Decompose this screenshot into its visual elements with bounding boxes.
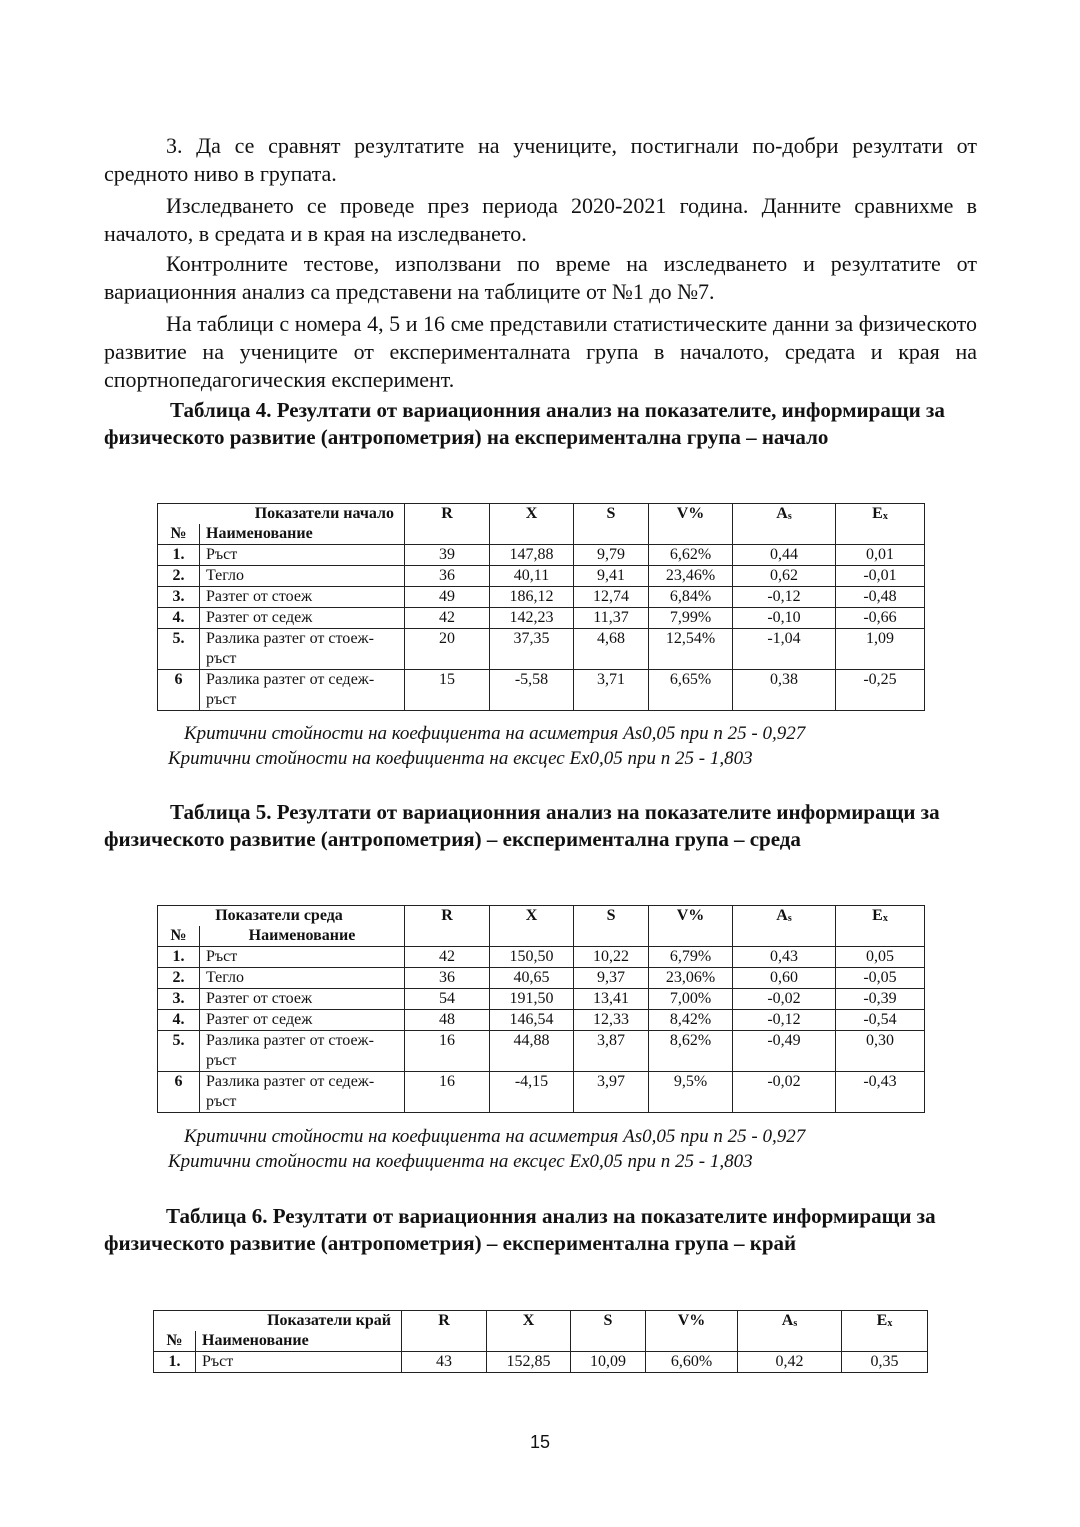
col-v: V% bbox=[649, 906, 733, 947]
col-s: S bbox=[574, 504, 649, 545]
cell-v: 7,00% bbox=[649, 989, 733, 1010]
table-row bbox=[158, 545, 925, 566]
col-v: V% bbox=[646, 1311, 738, 1352]
cell-s: 12,74 bbox=[574, 587, 649, 608]
cell-s: 13,41 bbox=[574, 989, 649, 1010]
col-name: Наименование bbox=[200, 926, 405, 947]
cell-as: -0,49 bbox=[733, 1031, 836, 1072]
col-no: № bbox=[154, 1331, 196, 1352]
table6-caption: Таблица 6. Резултати от вариационния анализ на показателите информиращи за физическото развитие (антропометрия) – експериментална група – край bbox=[104, 1204, 936, 1255]
cell-v: 8,42% bbox=[649, 1010, 733, 1031]
row-number: 6 bbox=[158, 670, 200, 711]
cell-ex: 0,05 bbox=[836, 947, 925, 968]
table-row bbox=[158, 1010, 925, 1031]
page-number: 15 bbox=[529, 1432, 551, 1452]
cell-as: -0,12 bbox=[733, 587, 836, 608]
col-as: $A_s$ bbox=[738, 1311, 842, 1352]
cell-r: 54 bbox=[405, 989, 490, 1010]
row-number: 5. bbox=[158, 1031, 200, 1072]
cell-x: 150,50 bbox=[490, 947, 574, 968]
table-row bbox=[158, 947, 925, 968]
indicator-name: Разлика разтег от стоеж-ръст bbox=[200, 1031, 405, 1072]
cell-r: 42 bbox=[405, 608, 490, 629]
cell-v: 7,99% bbox=[649, 608, 733, 629]
col-ex: $E_x$ bbox=[836, 906, 925, 947]
row-number: 1. bbox=[154, 1352, 196, 1373]
cell-s: 11,37 bbox=[574, 608, 649, 629]
cell-v: 8,62% bbox=[649, 1031, 733, 1072]
cell-v: 6,65% bbox=[649, 670, 733, 711]
cell-as: 0,62 bbox=[733, 566, 836, 587]
indicator-name: Разтег от стоеж bbox=[200, 587, 405, 608]
cell-s: 10,22 bbox=[574, 947, 649, 968]
cell-ex: -0,01 bbox=[836, 566, 925, 587]
cell-as: -0,02 bbox=[733, 989, 836, 1010]
cell-x: 40,11 bbox=[490, 566, 574, 587]
cell-v: 23,46% bbox=[649, 566, 733, 587]
cell-x: -5,58 bbox=[490, 670, 574, 711]
cell-as: 0,42 bbox=[738, 1352, 842, 1373]
cell-x: 147,88 bbox=[490, 545, 574, 566]
cell-x: 152,85 bbox=[487, 1352, 571, 1373]
row-number: 2. bbox=[158, 566, 200, 587]
table4-caption: Таблица 4. Резултати от вариационния анализ на показателите, информиращи за физическото развитие (антропометрия) на експериментална група – начало bbox=[104, 398, 945, 449]
cell-r: 16 bbox=[405, 1072, 490, 1113]
cell-ex: 0,35 bbox=[842, 1352, 928, 1373]
cell-ex: -0,25 bbox=[836, 670, 925, 711]
cell-s: 3,87 bbox=[574, 1031, 649, 1072]
indicator-name: Ръст bbox=[200, 545, 405, 566]
paragraph-1: 3. Да се сравнят резултатите на учениците, постигнали по-добри резултати от средното ниво в групата. bbox=[104, 133, 977, 186]
cell-x: 37,35 bbox=[490, 629, 574, 670]
cell-s: 4,68 bbox=[574, 629, 649, 670]
cell-s: 12,33 bbox=[574, 1010, 649, 1031]
indicator-name: Разлика разтег от седеж-ръст bbox=[200, 1072, 405, 1113]
col-s: S bbox=[571, 1311, 646, 1352]
cell-as: -0,10 bbox=[733, 608, 836, 629]
paragraph-3: Контролните тестове, използвани по време на изследването и резултатите от вариационния анализ са представени на таблиците от №1 до №7. bbox=[104, 251, 977, 304]
table6 bbox=[153, 1310, 928, 1373]
indicator-name: Разлика разтег от седеж-ръст bbox=[200, 670, 405, 711]
indicator-name: Тегло bbox=[200, 566, 405, 587]
cell-v: 6,62% bbox=[649, 545, 733, 566]
cell-x: 44,88 bbox=[490, 1031, 574, 1072]
cell-s: 10,09 bbox=[571, 1352, 646, 1373]
cell-r: 39 bbox=[405, 545, 490, 566]
cell-r: 48 bbox=[405, 1010, 490, 1031]
row-number: 6 bbox=[158, 1072, 200, 1113]
row-number: 3. bbox=[158, 989, 200, 1010]
table-row bbox=[158, 670, 925, 711]
cell-r: 42 bbox=[405, 947, 490, 968]
col-as: $A_s$ bbox=[733, 906, 836, 947]
cell-ex: -0,43 bbox=[836, 1072, 925, 1113]
cell-as: 0,60 bbox=[733, 968, 836, 989]
cell-ex: 1,09 bbox=[836, 629, 925, 670]
indicator-name: Разтег от седеж bbox=[200, 1010, 405, 1031]
table5-header: Показатели среда bbox=[158, 906, 405, 927]
indicator-name: Разтег от стоеж bbox=[200, 989, 405, 1010]
col-r: R bbox=[405, 906, 490, 947]
indicator-name: Разтег от седеж bbox=[200, 608, 405, 629]
cell-as: -1,04 bbox=[733, 629, 836, 670]
cell-v: 9,5% bbox=[649, 1072, 733, 1113]
cell-ex: -0,48 bbox=[836, 587, 925, 608]
cell-as: 0,43 bbox=[733, 947, 836, 968]
col-ex: $E_x$ bbox=[842, 1311, 928, 1352]
cell-s: 3,97 bbox=[574, 1072, 649, 1113]
cell-r: 43 bbox=[402, 1352, 487, 1373]
col-as: $A_s$ bbox=[733, 504, 836, 545]
table4-header: Показатели начало bbox=[158, 504, 405, 525]
table-row bbox=[158, 629, 925, 670]
cell-r: 20 bbox=[405, 629, 490, 670]
indicator-name: Тегло bbox=[200, 968, 405, 989]
col-x: X bbox=[490, 504, 574, 545]
row-number: 1. bbox=[158, 947, 200, 968]
row-number: 1. bbox=[158, 545, 200, 566]
table-row bbox=[158, 968, 925, 989]
cell-as: -0,02 bbox=[733, 1072, 836, 1113]
indicator-name: Ръст bbox=[196, 1352, 402, 1373]
table-row bbox=[158, 587, 925, 608]
col-r: R bbox=[402, 1311, 487, 1352]
row-number: 2. bbox=[158, 968, 200, 989]
table-row bbox=[154, 1352, 928, 1373]
col-v: V% bbox=[649, 504, 733, 545]
cell-ex: -0,66 bbox=[836, 608, 925, 629]
cell-v: 6,79% bbox=[649, 947, 733, 968]
table4 bbox=[157, 503, 925, 711]
indicator-name: Разлика разтег от стоеж-ръст bbox=[200, 629, 405, 670]
cell-x: 40,65 bbox=[490, 968, 574, 989]
cell-v: 6,84% bbox=[649, 587, 733, 608]
cell-x: -4,15 bbox=[490, 1072, 574, 1113]
cell-r: 15 bbox=[405, 670, 490, 711]
cell-as: -0,12 bbox=[733, 1010, 836, 1031]
cell-ex: 0,01 bbox=[836, 545, 925, 566]
cell-r: 36 bbox=[405, 968, 490, 989]
table5-note-asymmetry: Критични стойности на коефициента на асиметрия As0,05 при n 25 - 0,927 bbox=[184, 1126, 806, 1147]
cell-s: 9,37 bbox=[574, 968, 649, 989]
cell-ex: -0,39 bbox=[836, 989, 925, 1010]
table5-caption: Таблица 5. Резултати от вариационния анализ на показателите информиращи за физическото развитие (антропометрия) – експериментална група – среда bbox=[104, 800, 940, 851]
table-row bbox=[158, 566, 925, 587]
paragraph-2: Изследването се проведе през периода 2020-2021 година. Данните сравнихме в началото, в средата и в края на изследването. bbox=[104, 193, 977, 246]
row-number: 4. bbox=[158, 1010, 200, 1031]
cell-v: 6,60% bbox=[646, 1352, 738, 1373]
indicator-name: Ръст bbox=[200, 947, 405, 968]
cell-r: 16 bbox=[405, 1031, 490, 1072]
cell-s: 3,71 bbox=[574, 670, 649, 711]
table-row bbox=[158, 989, 925, 1010]
cell-s: 9,41 bbox=[574, 566, 649, 587]
cell-x: 191,50 bbox=[490, 989, 574, 1010]
table-row bbox=[158, 608, 925, 629]
col-name: Наименование bbox=[200, 524, 405, 545]
cell-s: 9,79 bbox=[574, 545, 649, 566]
row-number: 3. bbox=[158, 587, 200, 608]
col-s: S bbox=[574, 906, 649, 947]
table-row bbox=[158, 1072, 925, 1113]
row-number: 5. bbox=[158, 629, 200, 670]
table4-note-asymmetry: Критични стойности на коефициента на асиметрия As0,05 при n 25 - 0,927 bbox=[184, 723, 806, 744]
col-r: R bbox=[405, 504, 490, 545]
cell-ex: 0,30 bbox=[836, 1031, 925, 1072]
cell-as: 0,38 bbox=[733, 670, 836, 711]
cell-x: 142,23 bbox=[490, 608, 574, 629]
cell-v: 12,54% bbox=[649, 629, 733, 670]
table-row bbox=[158, 1031, 925, 1072]
table5 bbox=[157, 905, 925, 1113]
col-x: X bbox=[490, 906, 574, 947]
col-no: № bbox=[158, 926, 200, 947]
cell-r: 49 bbox=[405, 587, 490, 608]
col-x: X bbox=[487, 1311, 571, 1352]
row-number: 4. bbox=[158, 608, 200, 629]
table6-header: Показатели край bbox=[154, 1311, 402, 1332]
table5-note-excess: Критични стойности на коефициента на ексцес Ex0,05 при n 25 - 1,803 bbox=[168, 1151, 753, 1172]
table4-note-excess: Критични стойности на коефициента на ексцес Ex0,05 при n 25 - 1,803 bbox=[168, 748, 753, 769]
cell-r: 36 bbox=[405, 566, 490, 587]
col-no: № bbox=[158, 524, 200, 545]
col-ex: $E_x$ bbox=[836, 504, 925, 545]
cell-v: 23,06% bbox=[649, 968, 733, 989]
paragraph-4: На таблици с номера 4, 5 и 16 сме представили статистическите данни за физическото развитие на учениците от експерименталната група в началото, средата и края на спортнопедагогическия експеримент. bbox=[104, 311, 977, 392]
cell-ex: -0,54 bbox=[836, 1010, 925, 1031]
cell-as: 0,44 bbox=[733, 545, 836, 566]
col-name: Наименование bbox=[196, 1331, 402, 1352]
cell-x: 146,54 bbox=[490, 1010, 574, 1031]
cell-ex: -0,05 bbox=[836, 968, 925, 989]
cell-x: 186,12 bbox=[490, 587, 574, 608]
